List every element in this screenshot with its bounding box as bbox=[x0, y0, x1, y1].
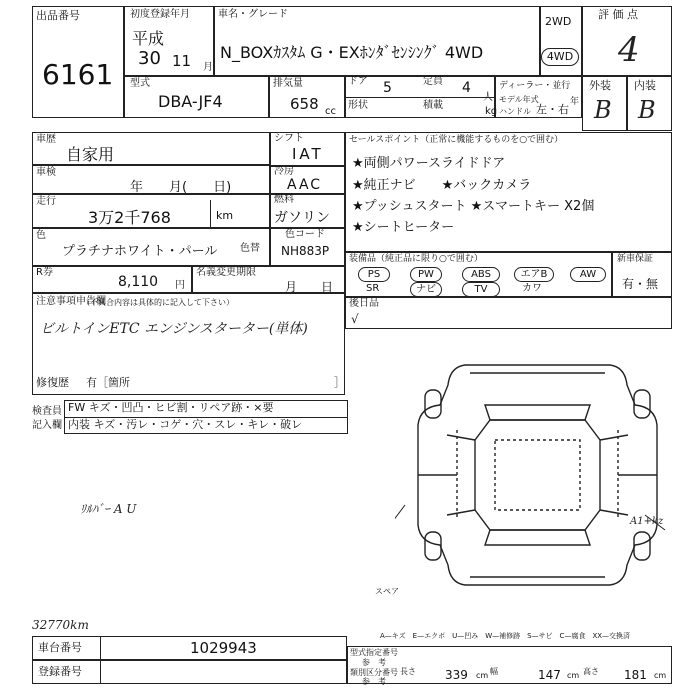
later-equipment-box bbox=[345, 297, 672, 329]
drive-2wd: 2WD bbox=[545, 15, 572, 28]
score-value: 4 bbox=[618, 30, 640, 70]
equip-tv: TV bbox=[462, 282, 500, 297]
shift-value: IAT bbox=[292, 145, 324, 163]
doors-label: ドア bbox=[348, 76, 368, 87]
mileage-value: 3万2千768 bbox=[88, 208, 171, 227]
inspector-interior-row: 内装 キズ・汚レ・コゲ・穴・スレ・キレ・破レ bbox=[68, 418, 303, 431]
handwritten-remark: ﾘﾙﾊﾞｰ A U bbox=[80, 502, 137, 516]
width-label: 幅 bbox=[490, 667, 498, 676]
length-unit: cm bbox=[476, 671, 489, 680]
selling-points-label: セールスポイント（正常に機能するものを○で囲む） bbox=[349, 135, 564, 145]
equip-airbag: エアB bbox=[514, 267, 554, 282]
model-label: 型式 bbox=[130, 78, 150, 89]
equip-sr: SR bbox=[366, 283, 380, 294]
handle-value: 左・右 bbox=[536, 103, 569, 116]
notes-label: 注意事項申告欄 bbox=[36, 296, 106, 307]
history-label: 車歴 bbox=[36, 134, 56, 145]
equip-ps: PS bbox=[358, 267, 390, 282]
class-label: 類別区分番号 bbox=[350, 668, 398, 677]
fuel-value: ガソリン bbox=[274, 210, 330, 226]
reg-label: 登録番号 bbox=[38, 665, 82, 678]
first-reg-label: 初度登録年月 bbox=[130, 9, 190, 20]
recycle-value: 8,110 bbox=[118, 274, 159, 290]
capacity-label: 定員 bbox=[423, 76, 443, 87]
displacement-unit: cc bbox=[325, 106, 336, 117]
chassis-value: 1029943 bbox=[190, 639, 257, 657]
lot-label: 出品番号 bbox=[36, 9, 80, 22]
length-value: 339 bbox=[445, 668, 468, 682]
exterior-score: B bbox=[594, 96, 612, 124]
damage-legend: A—キズ E—エクボ U—凹み W—補修跡 S—サビ C—腐食 XX—交換済 bbox=[380, 632, 631, 640]
capacity-unit: 人 bbox=[483, 92, 493, 103]
inspector-label-1: 検査員 bbox=[32, 406, 62, 417]
later-equipment-mark: √ bbox=[351, 312, 359, 326]
doors-divider bbox=[345, 97, 495, 98]
height-unit: cm bbox=[654, 671, 667, 680]
equip-navi: ナビ bbox=[410, 282, 442, 297]
color-change-label: 色替 bbox=[240, 243, 260, 254]
selling-point-1: ★両側パワースライドドア bbox=[352, 156, 506, 171]
color-code-value: NH883P bbox=[281, 244, 330, 258]
car-name: N_BOXｶｽﾀﾑ G・EXﾎﾝﾀﾞｾﾝｼﾝｸﾞ 4WD bbox=[220, 43, 484, 62]
color-label: 色 bbox=[36, 230, 46, 241]
selling-point-3: ★プッシュスタート ★スマートキー X2個 bbox=[352, 199, 595, 214]
recycle-unit: 円 bbox=[175, 280, 185, 291]
new-car-value: 有・無 bbox=[622, 277, 659, 291]
fuel-label: 燃料 bbox=[274, 194, 294, 205]
spec-label: 型式指定番号 bbox=[350, 648, 398, 657]
chassis-label: 車台番号 bbox=[38, 641, 82, 654]
dealer-label: ディーラー・並行 bbox=[499, 81, 571, 91]
color-code-label: 色コード bbox=[285, 229, 325, 240]
reg-month: 11 bbox=[172, 52, 192, 70]
equip-leather: カワ bbox=[522, 283, 542, 294]
equip-aw: AW bbox=[570, 267, 606, 282]
equipment-label: 装備品（純正品に限り○で囲む） bbox=[349, 254, 483, 264]
color-value: プラチナホワイト・パール bbox=[62, 244, 218, 259]
name-change-label: 名義変更期限 bbox=[196, 267, 256, 278]
handwritten-side-mark: A1+kz bbox=[630, 516, 664, 527]
notes-handwritten: ビルトインETC エンジンスターター(単体) bbox=[40, 321, 308, 337]
model-year-label: モデル年式 bbox=[499, 95, 539, 104]
interior-score: B bbox=[638, 96, 656, 124]
repair-value: 有［箇所 bbox=[86, 376, 130, 389]
mileage-divider bbox=[210, 200, 211, 228]
ac-value: AAC bbox=[287, 177, 323, 193]
model-year-unit: 年 bbox=[570, 97, 580, 107]
reg-year: 30 bbox=[138, 48, 161, 69]
inspector-exterior-row: FW キズ・凹凸・ヒビ割・リペア跡・×要 bbox=[68, 401, 274, 414]
recycle-box bbox=[32, 266, 192, 293]
inspector-label-2: 記入欄 bbox=[32, 420, 62, 431]
month-unit: 月 bbox=[203, 62, 213, 73]
selling-point-4: ★シートヒーター bbox=[352, 220, 455, 235]
selling-point-2: ★純正ナビ ★バックカメラ bbox=[352, 178, 532, 193]
reg-divider bbox=[100, 660, 101, 684]
width-value: 147 bbox=[538, 668, 561, 682]
shift-label: シフト bbox=[274, 133, 304, 144]
name-label: 車名・グレード bbox=[218, 9, 288, 20]
capacity-value: 4 bbox=[462, 80, 471, 96]
equip-pw: PW bbox=[410, 267, 442, 282]
height-label: 高さ bbox=[583, 667, 599, 676]
era: 平成 bbox=[132, 29, 165, 48]
spare-label: スペア bbox=[375, 587, 399, 596]
height-value: 181 bbox=[624, 668, 647, 682]
mileage-unit: km bbox=[216, 209, 234, 222]
name-change-value: 月 日 bbox=[285, 280, 334, 294]
displacement-label: 排気量 bbox=[273, 78, 303, 89]
shape-label: 形状 bbox=[348, 100, 368, 111]
drive-4wd-circled: 4WD bbox=[541, 48, 579, 66]
new-car-label: 新車保証 bbox=[617, 254, 654, 264]
inspection-label: 車検 bbox=[36, 167, 56, 178]
lot-number: 6161 bbox=[42, 58, 114, 91]
inspection-value: 年 月( 日) bbox=[130, 180, 232, 195]
mileage-label: 走行 bbox=[36, 196, 56, 207]
repair-label: 修復歴 bbox=[36, 376, 69, 389]
later-equipment-label: 後日品 bbox=[349, 298, 379, 309]
displacement-value: 658 bbox=[290, 95, 319, 113]
width-unit: cm bbox=[567, 671, 580, 680]
class-ref: 参 考 bbox=[362, 677, 386, 686]
spec-ref: 参 考 bbox=[362, 658, 386, 667]
interior-label: 内装 bbox=[634, 79, 656, 92]
car-body-diagram bbox=[395, 345, 680, 605]
load-unit: kg bbox=[485, 106, 498, 117]
repair-close: ］ bbox=[334, 376, 345, 389]
model-value: DBA-JF4 bbox=[158, 92, 223, 111]
notes-sub-label: （不具合内容は具体的に記入して下さい） bbox=[82, 298, 234, 307]
history-value: 自家用 bbox=[66, 145, 115, 164]
handle-label: ハンドル bbox=[499, 107, 531, 116]
chassis-divider bbox=[100, 636, 101, 660]
ac-label: 冷房 bbox=[274, 166, 294, 177]
length-label: 長さ bbox=[400, 667, 416, 676]
recycle-label: R券 bbox=[36, 267, 53, 278]
exterior-label: 外装 bbox=[589, 79, 611, 92]
doors-value: 5 bbox=[383, 80, 392, 96]
equip-abs: ABS bbox=[462, 267, 500, 282]
load-label: 積載 bbox=[423, 100, 443, 111]
handwritten-mileage: 32770km bbox=[32, 618, 89, 632]
score-label: 評 価 点 bbox=[598, 8, 638, 21]
